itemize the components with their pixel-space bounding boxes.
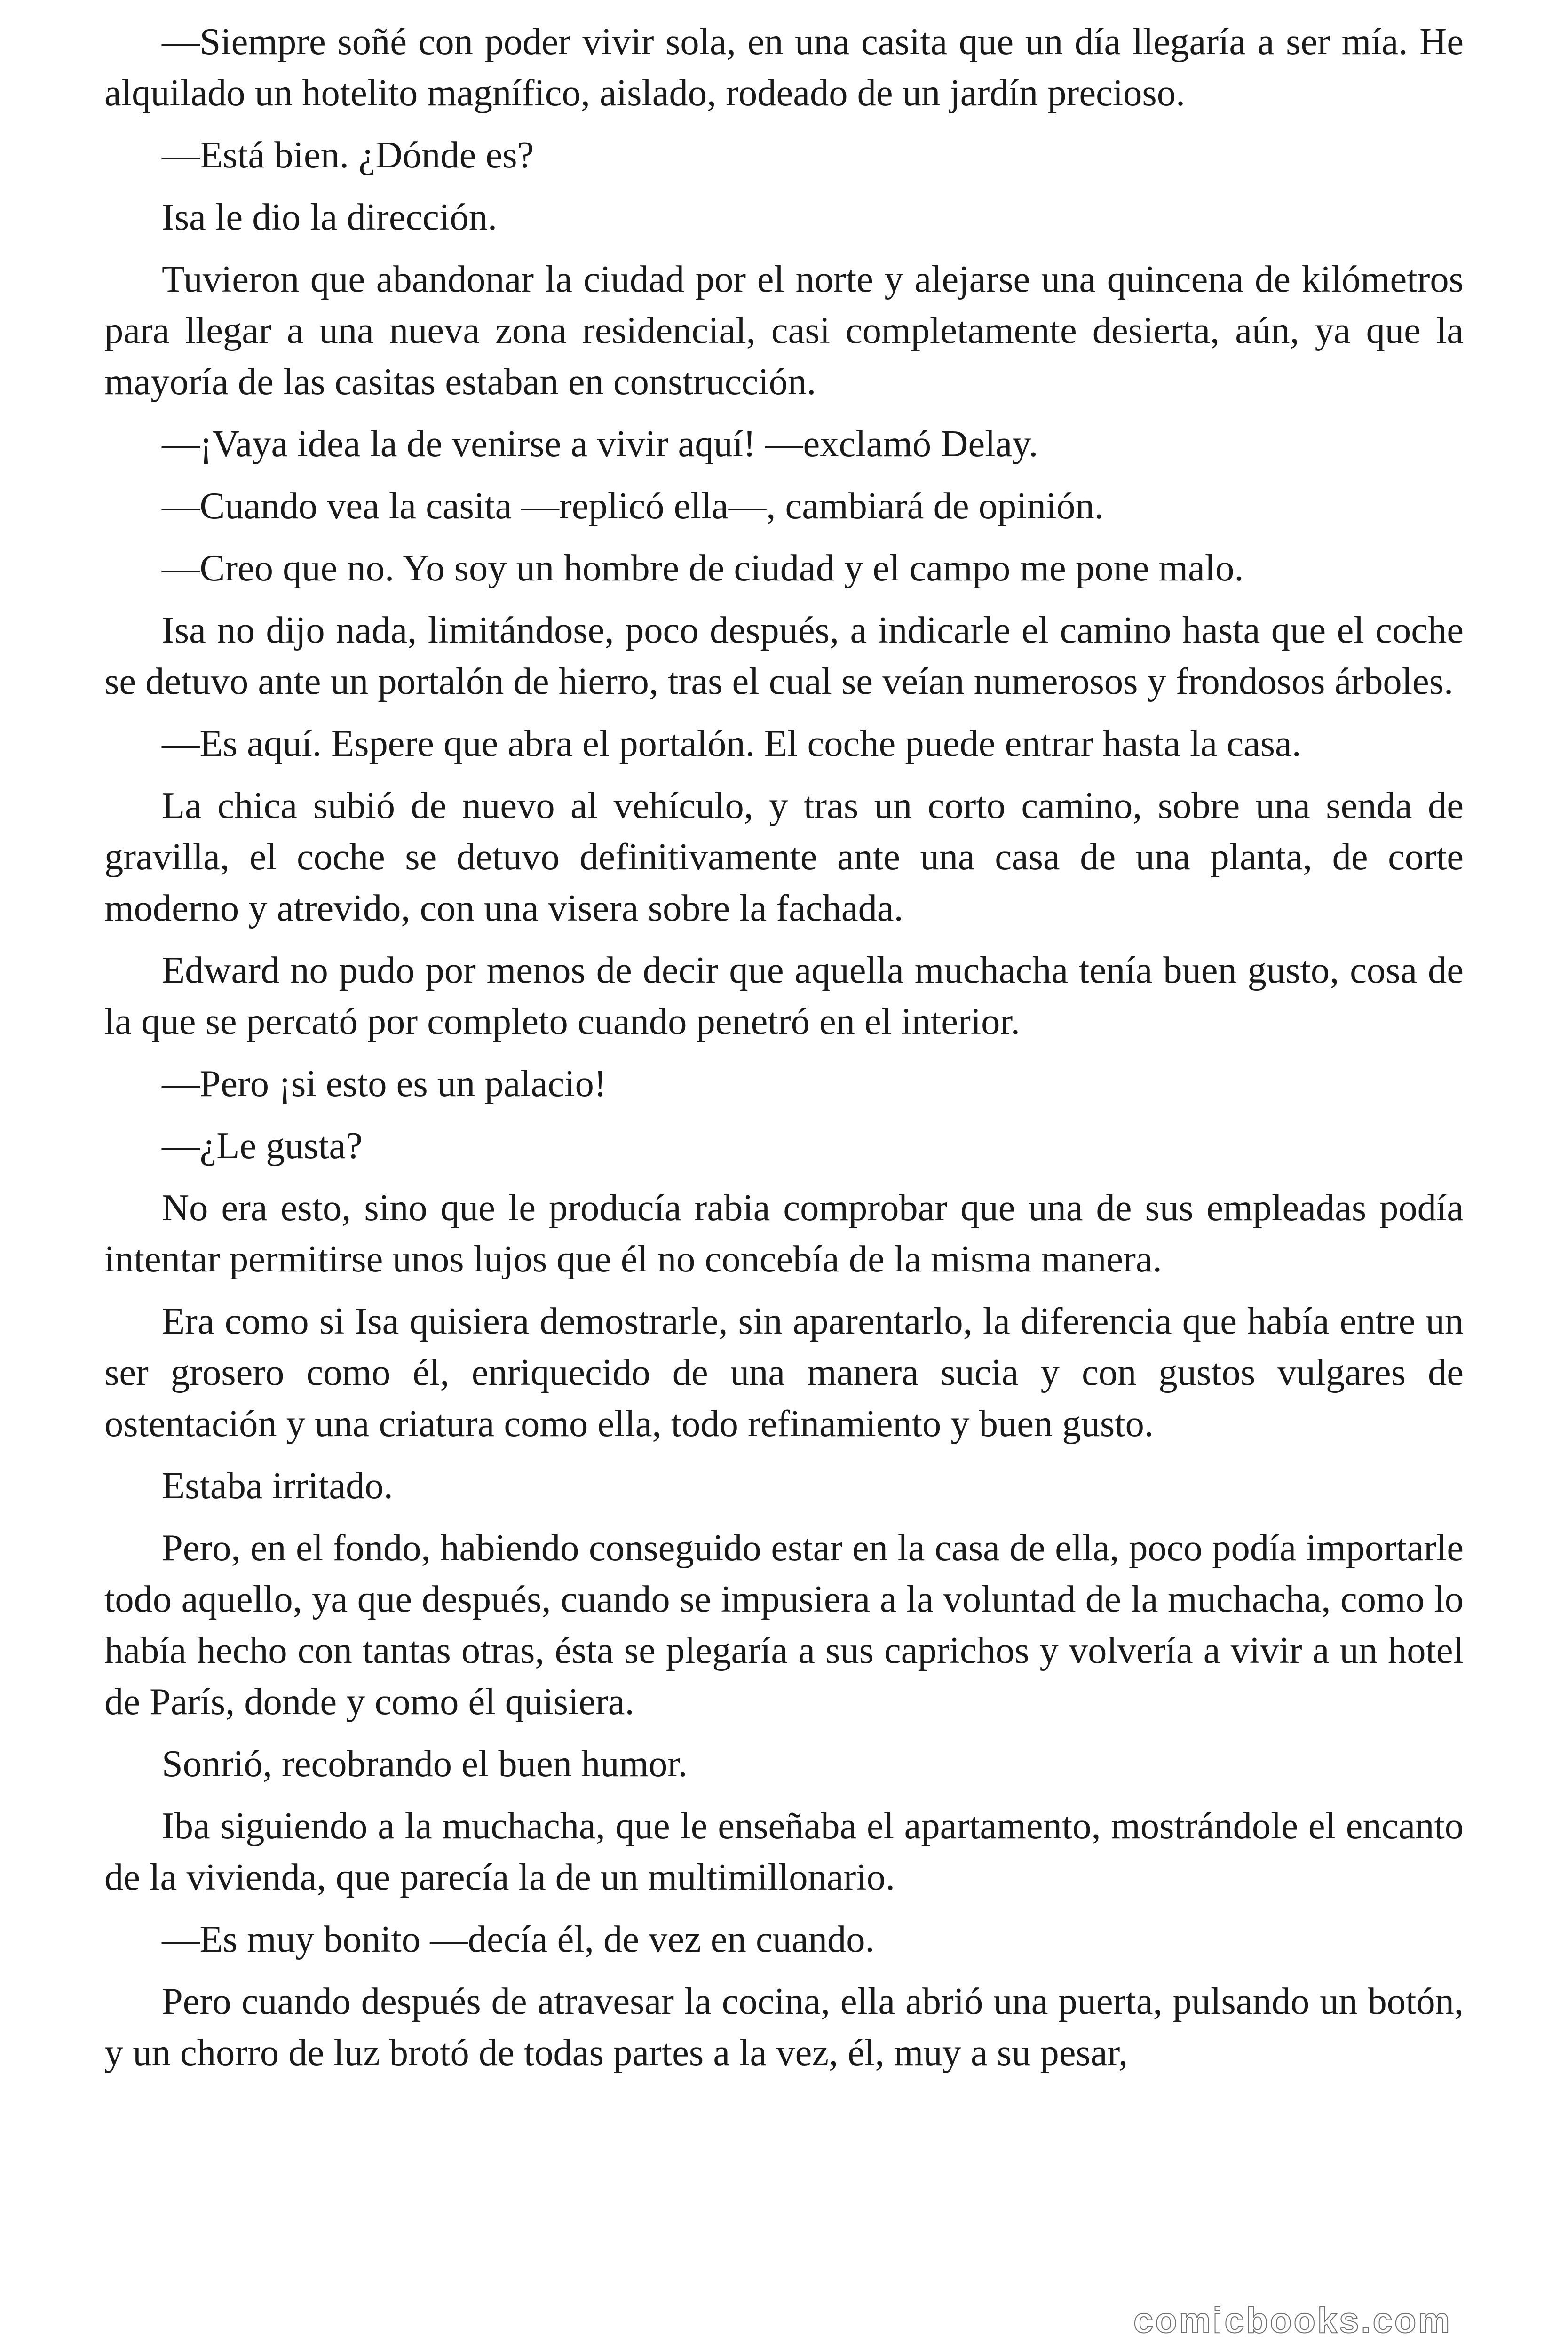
paragraph: Pero, en el fondo, habiendo conseguido estar en la casa de ella, poco podía importarle todo aquello, ya que después, cuando se impusiera a la voluntad de la muchacha, como lo había hecho con tantas otras, ésta se plegaría a sus caprichos y volvería a vivir a un hotel de París, donde y como él quisiera.	[104, 1527, 1464, 1723]
paragraph: —Siempre soñé con poder vivir sola, en una casita que un día llegaría a ser mía. He alquilado un hotelito magnífico, aislado, rodeado de un jardín precioso.	[104, 21, 1464, 114]
paragraph: Isa no dijo nada, limitándose, poco después, a indicarle el camino hasta que el coche se detuvo ante un portalón de hierro, tras el cual se veían numerosos y frondosos árboles.	[104, 609, 1464, 702]
paragraph: —Cuando vea la casita —replicó ella—, cambiará de opinión.	[162, 485, 1104, 527]
watermark-logo: comicbooks.com	[1133, 2301, 1452, 2341]
paragraph: Tuvieron que abandonar la ciudad por el norte y alejarse una quincena de kilómetros para llegar a una nueva zona residencial, casi completamente desierta, aún, ya que la mayoría de las casitas estaban en construcción.	[104, 258, 1464, 403]
paragraph: —Está bien. ¿Dónde es?	[162, 134, 534, 176]
paragraph: Isa le dio la dirección.	[162, 196, 498, 238]
paragraph: —Es aquí. Espere que abra el portalón. El coche puede entrar hasta la casa.	[162, 723, 1301, 764]
paragraph: La chica subió de nuevo al vehículo, y tras un corto camino, sobre una senda de gravilla, el coche se detuvo definitivamente ante una casa de una planta, de corte moderno y atrevido, con una visera sobre la fachada.	[104, 785, 1464, 929]
paragraph: —Es muy bonito —decía él, de vez en cuando.	[162, 1918, 875, 1960]
paragraph: —¡Vaya idea la de venirse a vivir aquí! —exclamó Delay.	[162, 423, 1038, 465]
paragraph: —Pero ¡si esto es un palacio!	[162, 1063, 607, 1104]
paragraph: —¿Le gusta?	[162, 1125, 363, 1167]
paragraph: Iba siguiendo a la muchacha, que le enseñaba el apartamento, mostrándole el encanto de la vivienda, que parecía la de un multimillonario.	[104, 1805, 1464, 1898]
paragraph: Sonrió, recobrando el buen humor.	[162, 1743, 688, 1785]
paragraph: Pero cuando después de atravesar la cocina, ella abrió una puerta, pulsando un botón, y un chorro de luz brotó de todas partes a la vez, él, muy a su pesar,	[104, 1980, 1464, 2074]
paragraph: No era esto, sino que le producía rabia comprobar que una de sus empleadas podía intentar permitirse unos lujos que él no concebía de la misma manera.	[104, 1187, 1464, 1280]
paragraph: Era como si Isa quisiera demostrarle, sin aparentarlo, la diferencia que había entre un ser grosero como él, enriquecido de una manera sucia y con gustos vulgares de ostentación y una criatura como ella, todo refinamiento y buen gusto.	[104, 1300, 1464, 1445]
page-text	[104, 16, 1464, 2089]
paragraph: —Creo que no. Yo soy un hombre de ciudad y el campo me pone malo.	[162, 547, 1244, 589]
paragraph: Edward no pudo por menos de decir que aquella muchacha tenía buen gusto, cosa de la que se percató por completo cuando penetró en el interior.	[104, 949, 1464, 1042]
paragraph: Estaba irritado.	[162, 1465, 393, 1507]
